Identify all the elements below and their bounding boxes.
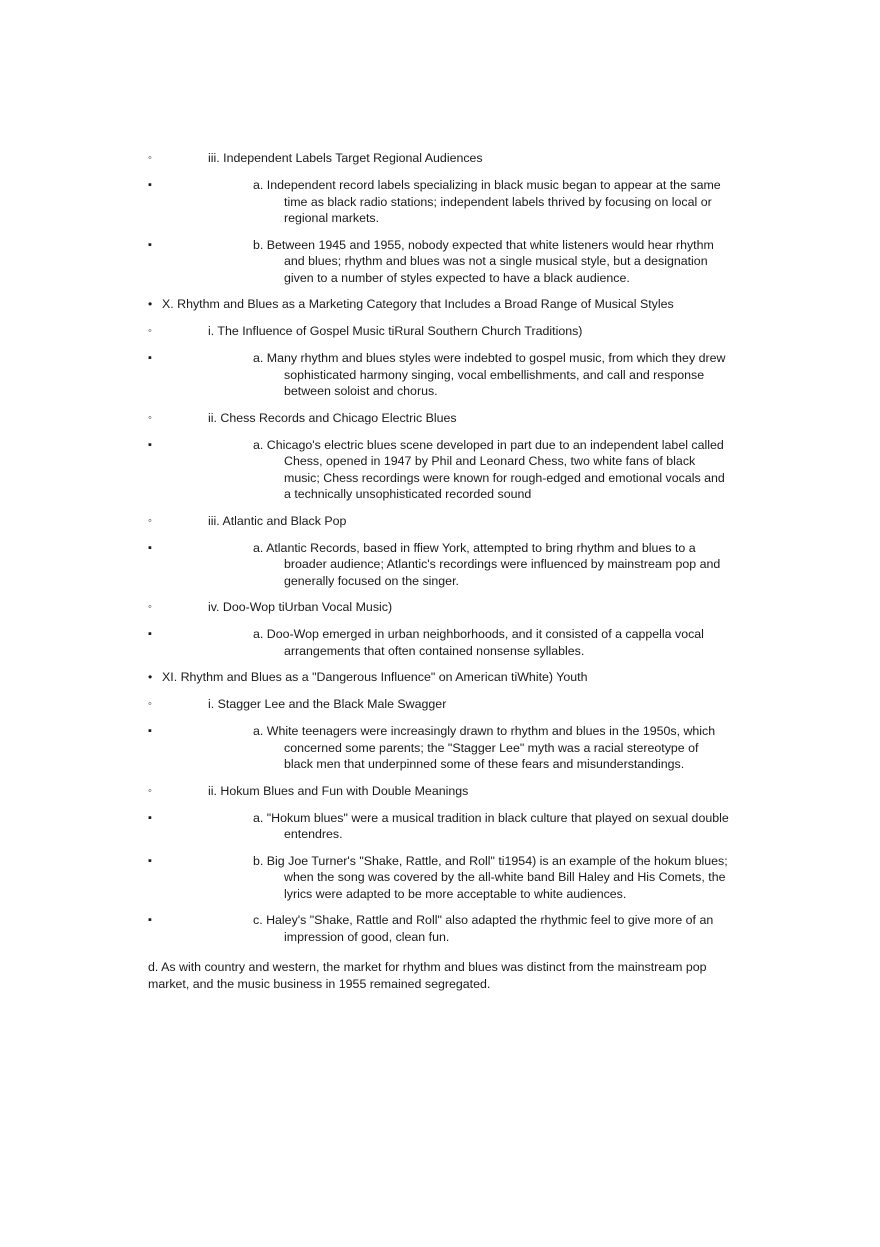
outline-item-text: iii. Independent Labels Target Regional Audiences xyxy=(208,151,483,165)
outline-item-text: i. The Influence of Gospel Music tiRural Southern Church Traditions) xyxy=(208,324,583,338)
square-bullet-icon: ▪ xyxy=(148,352,152,364)
outline-item-text: c. Haley's "Shake, Rattle and Roll" also adapted the rhythmic feel to give more of an impression of good, clean fun. xyxy=(253,913,714,944)
outline-item-text: XI. Rhythm and Blues as a "Dangerous Influence" on American tiWhite) Youth xyxy=(162,670,588,684)
outline-item-text: a. Independent record labels specializing in black music began to appear at the same time as black radio stations; independent labels thrived by focusing on local or regional markets. xyxy=(253,178,721,225)
outline-item-text: a. Atlantic Records, based in ffiew York, attempted to bring rhythm and blues to a broader audience; Atlantic's recordings were influenced by mainstream pop and generally focused on the singer. xyxy=(253,540,721,588)
circle-bullet-icon: ◦ xyxy=(148,411,152,424)
square-bullet-icon: ▪ xyxy=(148,854,152,867)
outline-item-text: a. Many rhythm and blues styles were indebted to gospel music, from which they drew sophisticated harmony singing, vocal embellishments, and call and response between soloist and chorus. xyxy=(253,351,726,398)
closing-paragraph: d. As with country and western, the market for rhythm and blues was distinct from the mainstream pop market, and the music business in 1955 remained segregated. xyxy=(148,960,707,991)
outline-item-text: b. Between 1945 and 1955, nobody expected that white listeners would hear rhythm and blues; rhythm and blues was not a single musical style, but a designation given to a number of styles expected to have a black audience. xyxy=(253,237,714,285)
outline-item-text: ii. Hokum Blues and Fun with Double Meanings xyxy=(208,783,469,798)
outline-item-text: a. "Hokum blues" were a musical tradition in black culture that played on sexual double entendres. xyxy=(253,810,729,841)
outline-item-text: ii. Chess Records and Chicago Electric Blues xyxy=(208,410,457,425)
bullet-icon: • xyxy=(148,297,153,311)
square-bullet-icon: ▪ xyxy=(148,725,152,737)
circle-bullet-icon: ◦ xyxy=(148,325,152,337)
bullet-icon: • xyxy=(148,670,153,684)
outline-item-text: b. Big Joe Turner's "Shake, Rattle, and Roll" ti1954) is an example of the hokum blues; when the song was covered by the all-white band Bill Haley and His Comets, the lyrics were adapted to be more acceptable to white audiences. xyxy=(253,853,728,901)
outline-item-text: i. Stagger Lee and the Black Male Swagger xyxy=(208,697,447,711)
outline-item-text: a. Chicago's electric blues scene developed in part due to an independent label called Chess, opened in 1947 by Phil and Leonard Chess, two white fans of black music; Chess recordings were known for rough-edged and emotional vocals and a technically unsophisticated recorded sound xyxy=(253,437,725,501)
outline-item-text: a. White teenagers were increasingly drawn to rhythm and blues in the 1950s, which concerned some parents; the "Stagger Lee" myth was a racial stereotype of black men that underpinned some of these fears and misunderstandings. xyxy=(253,724,716,771)
square-bullet-icon: ▪ xyxy=(148,811,152,824)
outline-item-text: iv. Doo-Wop tiUrban Vocal Music) xyxy=(208,600,393,614)
circle-bullet-icon: ◦ xyxy=(148,784,152,797)
square-bullet-icon: ▪ xyxy=(148,628,152,640)
circle-bullet-icon: ◦ xyxy=(148,514,152,527)
circle-bullet-icon: ◦ xyxy=(148,698,152,710)
square-bullet-icon: ▪ xyxy=(148,179,152,191)
square-bullet-icon: ▪ xyxy=(148,238,152,251)
outline-item-text: a. Doo-Wop emerged in urban neighborhoods, and it consisted of a cappella vocal arrangements that often contained nonsense syllables. xyxy=(253,627,704,658)
square-bullet-icon: ▪ xyxy=(148,438,152,451)
square-bullet-icon: ▪ xyxy=(148,914,152,926)
outline-item-text: iii. Atlantic and Black Pop xyxy=(208,513,347,528)
outline-item-text: X. Rhythm and Blues as a Marketing Category that Includes a Broad Range of Musical Styles xyxy=(162,297,674,311)
circle-bullet-icon: ◦ xyxy=(148,152,152,164)
square-bullet-icon: ▪ xyxy=(148,541,152,554)
circle-bullet-icon: ◦ xyxy=(148,601,152,613)
